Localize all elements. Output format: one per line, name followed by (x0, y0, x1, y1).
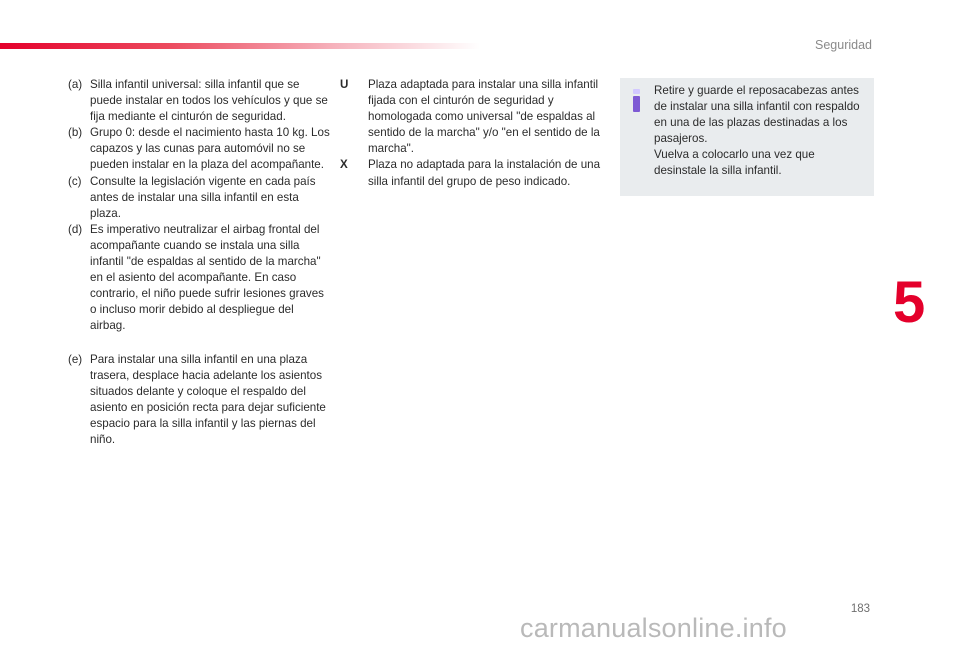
item-text: Es imperativo neutralizar el airbag frontal del acompañante cuando se instala una silla infantil "de espaldas al sentido de la marcha" en el asiento del acompañante. En caso contrario, el niño puede sufrir lesiones graves o incluso morir debido al despliegue del airbag. (90, 222, 324, 333)
item-text: Grupo 0: desde el nacimiento hasta 10 kg. Los capazos y las cunas para automóvil no se pueden instalar en la plaza del acompañante. (90, 126, 330, 172)
info-icon (630, 89, 643, 113)
list-item (68, 174, 330, 222)
list-item (68, 222, 330, 335)
item-key: (d) (68, 222, 83, 236)
list-item (68, 125, 330, 173)
legend-text: Plaza no adaptada para la instalación de una silla infantil del grupo de peso indicado. (368, 158, 601, 188)
header-accent-bar (0, 43, 480, 49)
item-text: Consulte la legislación vigente en cada país antes de instalar una silla infantil en esta plaza. (90, 174, 316, 220)
list-item (68, 77, 330, 125)
item-text: Silla infantil universal: silla infantil que se puede instalar en todos los vehículos y que se fija mediante el cinturón de seguridad. (90, 78, 328, 124)
legend-key: X (340, 158, 348, 172)
spacer (68, 335, 330, 352)
item-text: Para instalar una silla infantil en una plaza trasera, desplace hacia adelante los asientos situados delante y coloque el respaldo del asiento en posición recta para dejar suficiente espacio para la silla infantil y las piernas del niño. (90, 352, 326, 446)
legend-item (340, 157, 602, 189)
legend-key: U (340, 78, 349, 91)
info-text-2: Vuelva a colocarlo una vez que desinstale la silla infantil. (654, 148, 815, 178)
item-key: (e) (68, 352, 83, 366)
item-key: (b) (68, 126, 83, 140)
legend-text: Plaza adaptada para instalar una silla infantil fijada con el cinturón de seguridad y homologada como universal "de espaldas al sentido de la marcha" y/o "en el sentido de la marcha". (368, 78, 600, 156)
notes-left-column (68, 77, 330, 448)
page-number: 183 (850, 603, 870, 615)
info-text-1: Retire y guarde el reposacabezas antes de instalar una silla infantil con respaldo en una de las plazas destinadas a los pasajeros. (654, 84, 860, 146)
legend-item (340, 77, 602, 157)
info-box (620, 78, 874, 196)
watermark: carmanualsonline.info (520, 613, 787, 643)
item-key: (c) (68, 174, 82, 188)
item-key: (a) (68, 78, 83, 91)
section-title: Seguridad (815, 38, 872, 52)
list-item (68, 352, 330, 449)
legend-column (340, 77, 602, 190)
chapter-number: 5 (893, 270, 926, 335)
